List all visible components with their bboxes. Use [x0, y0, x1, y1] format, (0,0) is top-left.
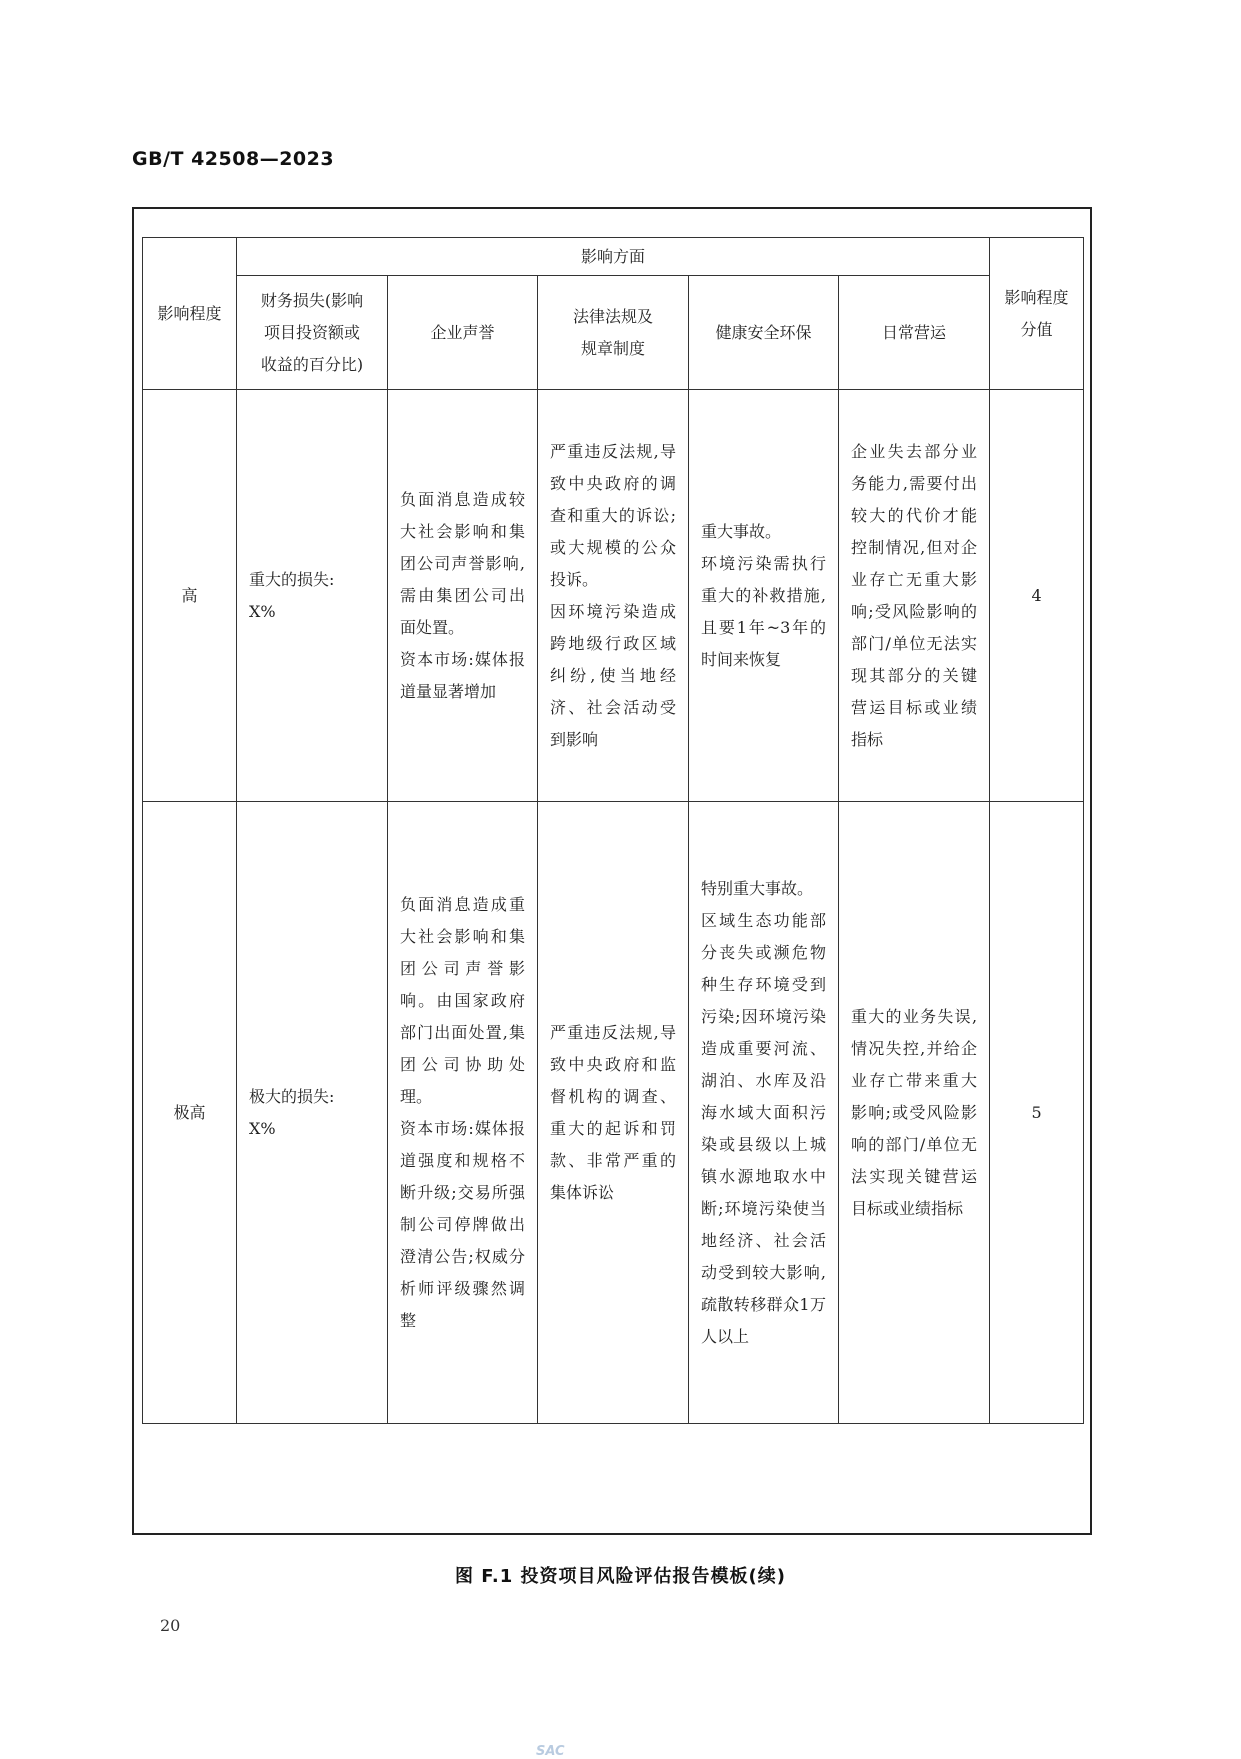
header-impact-score: 影响程度 分值 [990, 238, 1084, 390]
header-legal: 法律法规及 规章制度 [538, 276, 689, 390]
row-level: 极高 [143, 802, 237, 1424]
header-impact-aspects: 影响方面 [237, 238, 990, 276]
header-operations: 日常营运 [839, 276, 990, 390]
row-reputation: 负面消息造成较大社会影响和集团公司声誉影响,需由集团公司出面处置。 资本市场:媒体报道量显著增加 [388, 390, 538, 802]
row-operations: 重大的业务失误,情况失控,并给企业存亡带来重大影响;或受风险影响的部门/单位无法实现关键营运目标或业绩指标 [839, 802, 990, 1424]
header-reputation: 企业声誉 [388, 276, 538, 390]
page-number: 20 [160, 1616, 181, 1635]
row-financial: 极大的损失: X% [237, 802, 388, 1424]
risk-impact-table [142, 237, 1084, 1424]
header-row-1 [143, 238, 1084, 276]
row-hse: 重大事故。 环境污染需执行重大的补救措施,且要1年~3年的时间来恢复 [689, 390, 839, 802]
table-row [143, 802, 1084, 1424]
row-score: 4 [990, 390, 1084, 802]
header-row-2 [143, 276, 1084, 390]
header-impact-level: 影响程度 [143, 238, 237, 390]
sac-watermark-logo: SAC [536, 1744, 565, 1759]
standard-code: GB/T 42508—2023 [132, 148, 335, 170]
header-financial-loss: 财务损失(影响 项目投资额或 收益的百分比) [237, 276, 388, 390]
row-operations: 企业失去部分业务能力,需要付出较大的代价才能控制情况,但对企业存亡无重大影响;受风险影响的部门/单位无法实现其部分的关键营运目标或业绩指标 [839, 390, 990, 802]
figure-caption: 图 F.1 投资项目风险评估报告模板(续) [455, 1566, 786, 1587]
row-financial: 重大的损失: X% [237, 390, 388, 802]
row-score: 5 [990, 802, 1084, 1424]
row-legal: 严重违反法规,导致中央政府的调查和重大的诉讼;或大规模的公众投诉。 因环境污染造成跨地级行政区域纠纷,使当地经济、社会活动受到影响 [538, 390, 689, 802]
row-level: 高 [143, 390, 237, 802]
header-hse: 健康安全环保 [689, 276, 839, 390]
row-reputation: 负面消息造成重大社会影响和集团公司声誉影响。由国家政府部门出面处置,集团公司协助处理。 资本市场:媒体报道强度和规格不断升级;交易所强制公司停牌做出澄清公告;权威分析师评级骤然调整 [388, 802, 538, 1424]
row-legal: 严重违反法规,导致中央政府和监督机构的调查、重大的起诉和罚款、非常严重的集体诉讼 [538, 802, 689, 1424]
row-hse: 特别重大事故。 区域生态功能部分丧失或濒危物种生存环境受到污染;因环境污染造成重要河流、湖泊、水库及沿海水域大面积污染或县级以上城镇水源地取水中断;环境污染使当地经济、社会活动受到较大影响,疏散转移群众1万人以上 [689, 802, 839, 1424]
table-row [143, 390, 1084, 802]
